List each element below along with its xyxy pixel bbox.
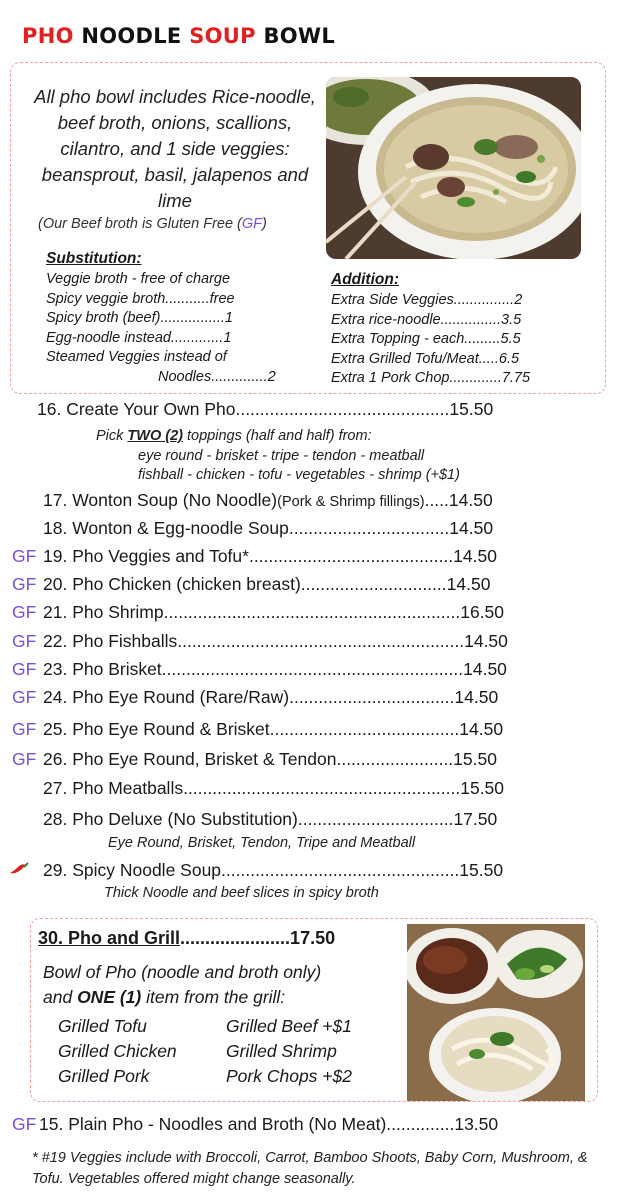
gf-label: GF [12, 719, 37, 739]
menu-item-20: 20. Pho Chicken (chicken breast)..............................14.50 [43, 574, 491, 594]
grill-option: Pork Chops +$2 [226, 1066, 352, 1086]
grill-option: Grilled Beef +$1 [226, 1016, 352, 1036]
list-item: Spicy veggie broth...........free [46, 290, 235, 307]
gf-label: GF [12, 546, 37, 566]
grill-option: Grilled Chicken [58, 1041, 177, 1061]
menu-item-27: 27. Pho Meatballs.........................................................15.50 [43, 778, 505, 798]
footnote: * #19 Veggies include with Broccoli, Carrot, Bamboo Shoots, Baby Corn, Mushroom, & Tofu. Vegetables offered might change seasonally. [32, 1150, 588, 1187]
list-item: Spicy broth (beef)................1 [46, 310, 233, 326]
menu-title: PHO NOODLE SOUP BOWL [22, 24, 336, 48]
menu-item-23: 23. Pho Brisket..............................................................14.50 [43, 659, 507, 679]
menu-item-17: 17. Wonton Soup (No Noodle)(Pork & Shrimp fillings).....14.50 [43, 490, 493, 510]
menu-item-19: 19. Pho Veggies and Tofu*..........................................14.50 [43, 546, 497, 566]
substitution-list [46, 270, 276, 387]
addition-list [331, 291, 530, 389]
gf-label: GF [12, 1114, 37, 1134]
list-item: Noodles..............2 [158, 368, 276, 385]
grill-option: Grilled Shrimp [226, 1041, 337, 1061]
pho-bowl-photo [326, 77, 581, 259]
menu-item-26: 26. Pho Eye Round, Brisket & Tendon........................15.50 [43, 749, 497, 769]
item-29-description: Thick Noodle and beef slices in spicy broth [104, 885, 379, 901]
menu-item-22: 22. Pho Fishballs...........................................................14.50 [43, 631, 508, 651]
menu-item-29: 29. Spicy Noodle Soup.................................................15.50 [43, 860, 504, 880]
gf-label: GF [12, 631, 37, 651]
menu-item-16: 16. Create Your Own Pho............................................15.50 [37, 399, 494, 419]
chili-pepper-icon [8, 861, 30, 882]
list-item: Steamed Veggies instead of [46, 349, 227, 365]
item-28-description: Eye Round, Brisket, Tendon, Tripe and Meatball [108, 835, 416, 851]
menu-item-30: 30. Pho and Grill......................17.50 [38, 928, 336, 948]
gf-label: GF [12, 659, 37, 679]
menu-item-18: 18. Wonton & Egg-noodle Soup.................................14.50 [43, 518, 494, 538]
menu-item-25: 25. Pho Eye Round & Brisket.......................................14.50 [43, 719, 504, 739]
gf-label: GF [12, 574, 37, 594]
item-16-description: Pick TWO (2) toppings (half and half) from: eye round - brisket - tripe - tendon - meatball fishball - chicken - tofu - vegetables - shrimp (+$1) [96, 428, 460, 483]
gluten-free-note: (Our Beef broth is Gluten Free (GF) [38, 216, 267, 232]
intro-text: All pho bowl includes Rice-noodle, beef broth, onions, scallions, cilantro, and 1 side veggies: beansprout, basil, jalapenos and lime [34, 86, 316, 211]
list-item: Extra Side Veggies...............2 [331, 292, 523, 308]
menu-item-24: 24. Pho Eye Round (Rare/Raw)..................................14.50 [43, 687, 499, 707]
grill-option: Grilled Pork [58, 1066, 150, 1086]
list-item: Extra 1 Pork Chop.............7.75 [331, 370, 531, 386]
gf-label: GF [12, 749, 37, 769]
pho-and-grill-photo [407, 924, 585, 1101]
list-item: Extra Grilled Tofu/Meat.....6.5 [331, 350, 520, 367]
menu-item-21: 21. Pho Shrimp.............................................................16.50 [43, 602, 504, 622]
list-item: Extra Topping - each.........5.5 [331, 331, 521, 347]
grill-description: Bowl of Pho (noodle and broth only) and ONE (1) item from the grill: [43, 962, 322, 1007]
menu-item-28: 28. Pho Deluxe (No Substitution)................................17.50 [43, 809, 498, 829]
menu-item-15: 15. Plain Pho - Noodles and Broth (No Meat)..............13.50 [39, 1114, 499, 1134]
substitution-heading: Substitution: [46, 250, 142, 267]
addition-heading: Addition: [331, 271, 400, 288]
gf-label: GF [12, 602, 37, 622]
list-item: Veggie broth - free of charge [46, 271, 231, 287]
gf-label: GF [12, 687, 37, 707]
list-item: Extra rice-noodle...............3.5 [331, 311, 522, 328]
list-item: Egg-noodle instead.............1 [46, 329, 232, 346]
grill-option: Grilled Tofu [58, 1016, 147, 1036]
